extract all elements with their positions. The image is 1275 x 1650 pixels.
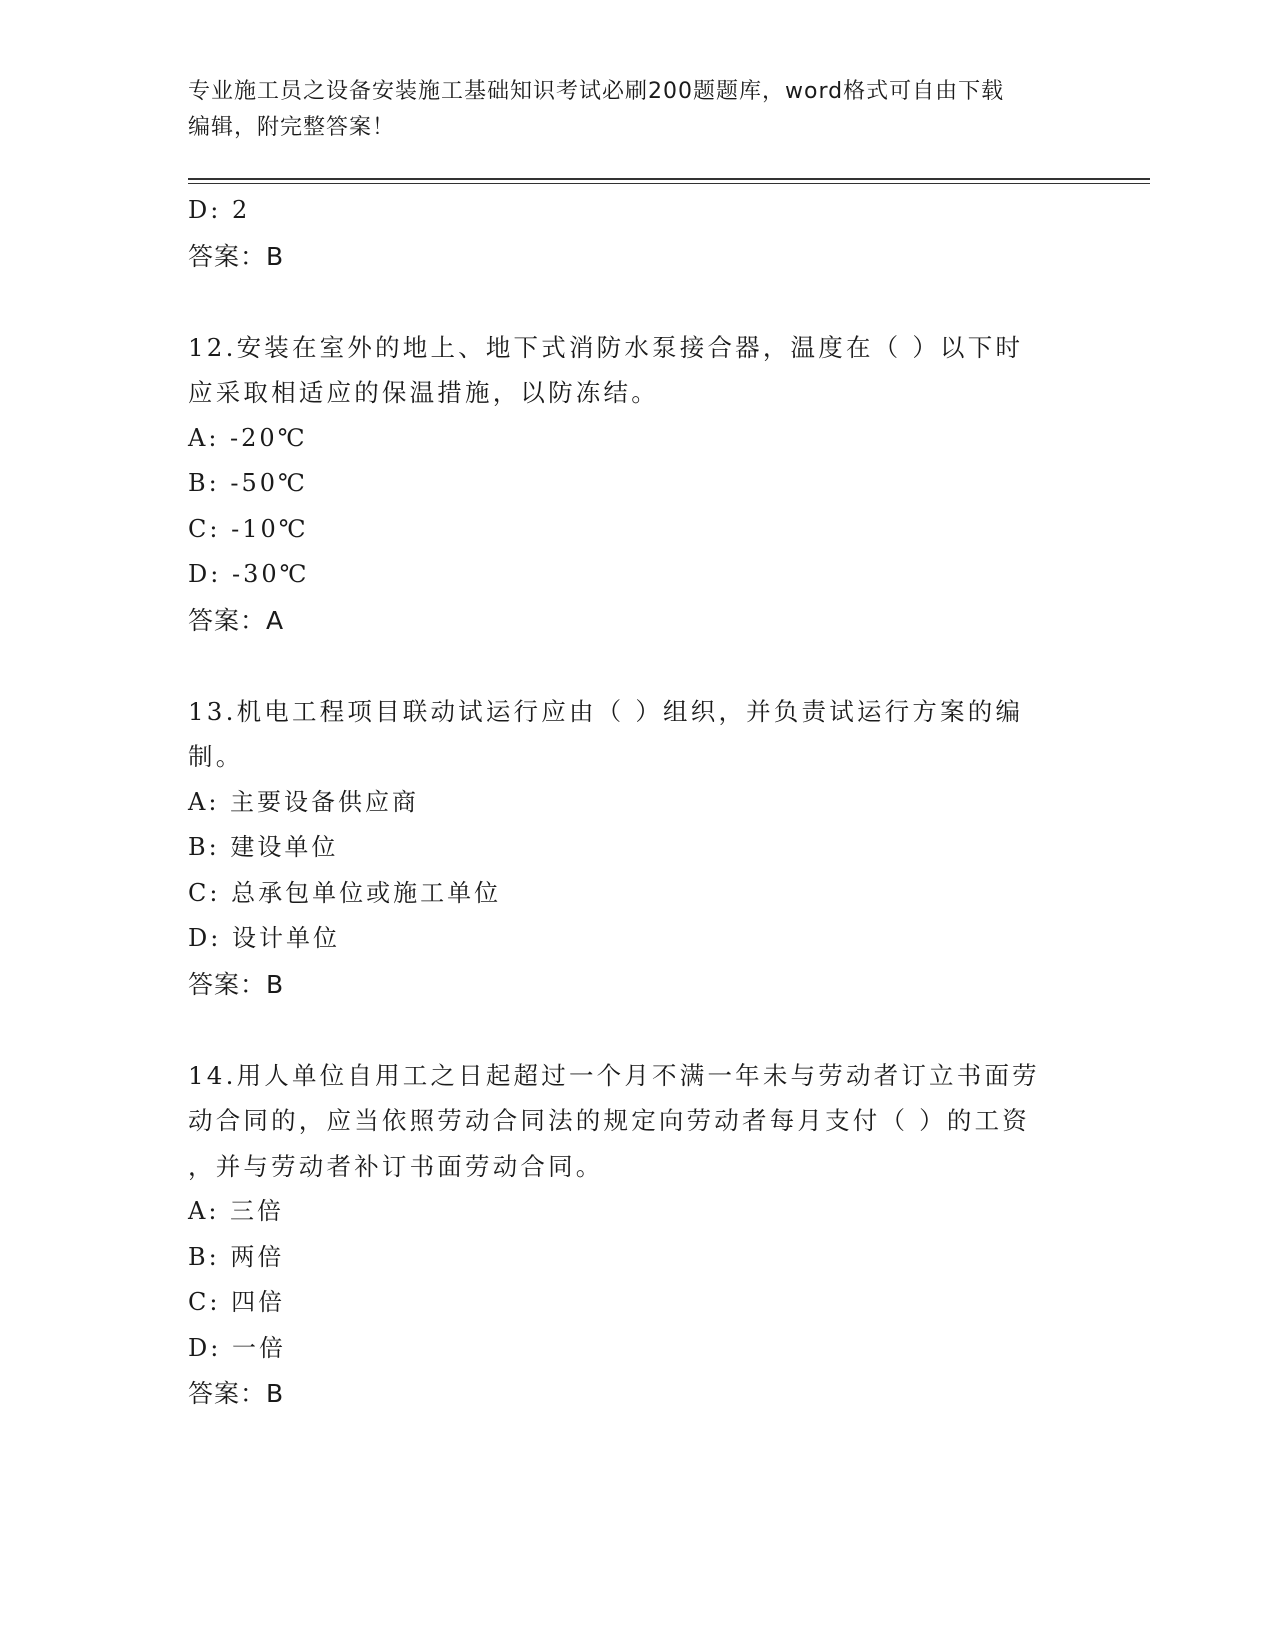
answer: 答案：A [188,605,285,635]
answer: 答案：B [188,1379,285,1408]
option-a: A: 三倍 [188,1197,285,1225]
option-c: C: 四倍 [188,1288,286,1316]
question-stem: 制。 [188,742,244,771]
header-rule-thin [188,183,1150,184]
question-stem: 动合同的，应当依照劳动合同法的规定向劳动者每月支付（ ）的工资 [188,1106,1030,1135]
question-stem: 13.机电工程项目联动试运行应由（ ）组织，并负责试运行方案的编 [188,696,1024,726]
spacer [188,643,1088,689]
spacer [188,1007,1088,1053]
question-14 [188,1053,1088,1417]
question-stem: 12.安装在室外的地上、地下式消防水泵接合器，温度在（ ）以下时 [188,332,1024,362]
header-rule-thick [188,178,1150,180]
question-stem: ，并与劳动者补订书面劳动合同。 [188,1151,604,1181]
question-13 [188,689,1088,1008]
question-12 [188,325,1088,644]
option-b: B: 两倍 [188,1242,285,1271]
answer: 答案：B [188,969,285,999]
previous-answer: 答案：B [188,241,285,271]
option-c: C: 总承包单位或施工单位 [188,878,502,907]
option-a: A: 主要设备供应商 [188,787,420,816]
previous-option-d: D: 2 [188,196,251,224]
question-stem: 14.用人单位自用工之日起超过一个月不满一年未与劳动者订立书面劳 [188,1060,1040,1090]
option-b: B: -50℃ [188,469,308,497]
header-line-2: 编辑，附完整答案！ [188,115,396,140]
option-a: A: -20℃ [188,423,308,452]
option-d: D: 一倍 [188,1333,286,1362]
question-stem: 应采取相适应的保温措施，以防冻结。 [188,378,659,407]
option-b: B: 建设单位 [188,833,339,861]
option-d: D: 设计单位 [188,924,340,952]
document-header [188,74,1088,146]
document-body [188,188,1088,1417]
option-d: D: -30℃ [188,560,310,588]
option-c: C: -10℃ [188,514,309,543]
spacer [188,279,1088,325]
header-line-1: 专业施工员之设备安装施工基础知识考试必刷200题题库，word格式可自由下载 [188,79,1005,104]
